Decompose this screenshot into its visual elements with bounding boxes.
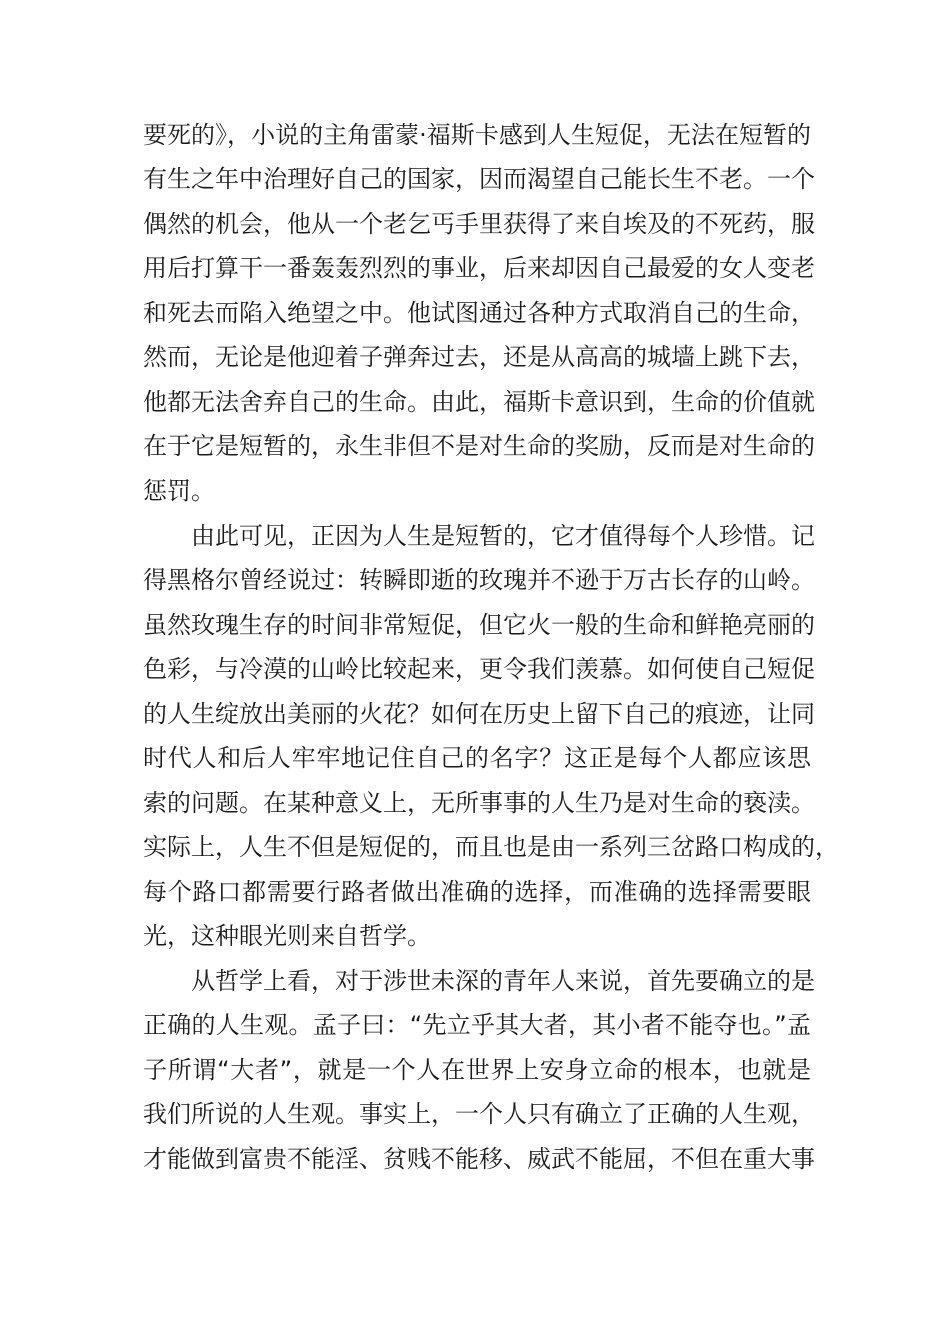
text-line: 由此可见，正因为人生是短暂的，它才值得每个人珍惜。记 (191, 522, 815, 550)
text-line: 实际上，人生不但是短促的，而且也是由一系列三岔路口构成的， (143, 833, 839, 861)
text-line: 的人生绽放出美丽的火花？如何在历史上留下自己的痕迹，让同 (143, 700, 815, 728)
text-line: 子所谓“大者”，就是一个人在世界上安身立命的根本，也就是 (143, 1056, 811, 1084)
text-line: 从哲学上看，对于涉世未深的青年人来说，首先要确立的是 (191, 967, 815, 995)
text-line: 得黑格尔曾经说过：转瞬即逝的玫瑰并不逊于万古长存的山岭。 (143, 566, 815, 594)
text-line: 索的问题。在某种意义上，无所事事的人生乃是对生命的亵渎。 (143, 789, 815, 817)
text-line: 时代人和后人牢牢地记住自己的名字？这正是每个人都应该思 (143, 744, 811, 772)
text-line: 每个路口都需要行路者做出准确的选择，而准确的选择需要眼 (143, 878, 811, 906)
text-line: 在于它是短暂的，永生非但不是对生命的奖励，反而是对生命的 (143, 432, 815, 460)
text-line: 正确的人生观。孟子曰：“先立乎其大者，其小者不能夺也。”孟 (143, 1011, 811, 1039)
text-line: 他都无法舍弃自己的生命。由此，福斯卡意识到，生命的价值就 (143, 388, 815, 416)
text-line: 然而，无论是他迎着子弹奔过去，还是从高高的城墙上跳下去， (143, 343, 815, 371)
text-line: 惩罚。 (143, 477, 215, 505)
text-line: 有生之年中治理好自己的国家，因而渴望自己能长生不老。一个 (143, 165, 815, 193)
text-line: 才能做到富贵不能淫、贫贱不能移、威武不能屈，不但在重大事 (143, 1145, 815, 1173)
text-line: 偶然的机会，他从一个老乞丐手里获得了来自埃及的不死药，服 (143, 210, 815, 238)
text-line: 虽然玫瑰生存的时间非常短促，但它火一般的生命和鲜艳亮丽的 (143, 611, 815, 639)
text-line: 色彩，与冷漠的山岭比较起来，更令我们羡慕。如何使自己短促 (143, 655, 815, 683)
text-line: 要死的》，小说的主角雷蒙·福斯卡感到人生短促，无法在短暂的 (143, 121, 811, 149)
text-line: 和死去而陷入绝望之中。他试图通过各种方式取消自己的生命， (143, 299, 815, 327)
text-line: 我们所说的人生观。事实上，一个人只有确立了正确的人生观， (143, 1100, 815, 1128)
text-line: 用后打算干一番轰轰烈烈的事业，后来却因自己最爱的女人变老 (143, 254, 815, 282)
text-line: 光，这种眼光则来自哲学。 (143, 922, 431, 950)
